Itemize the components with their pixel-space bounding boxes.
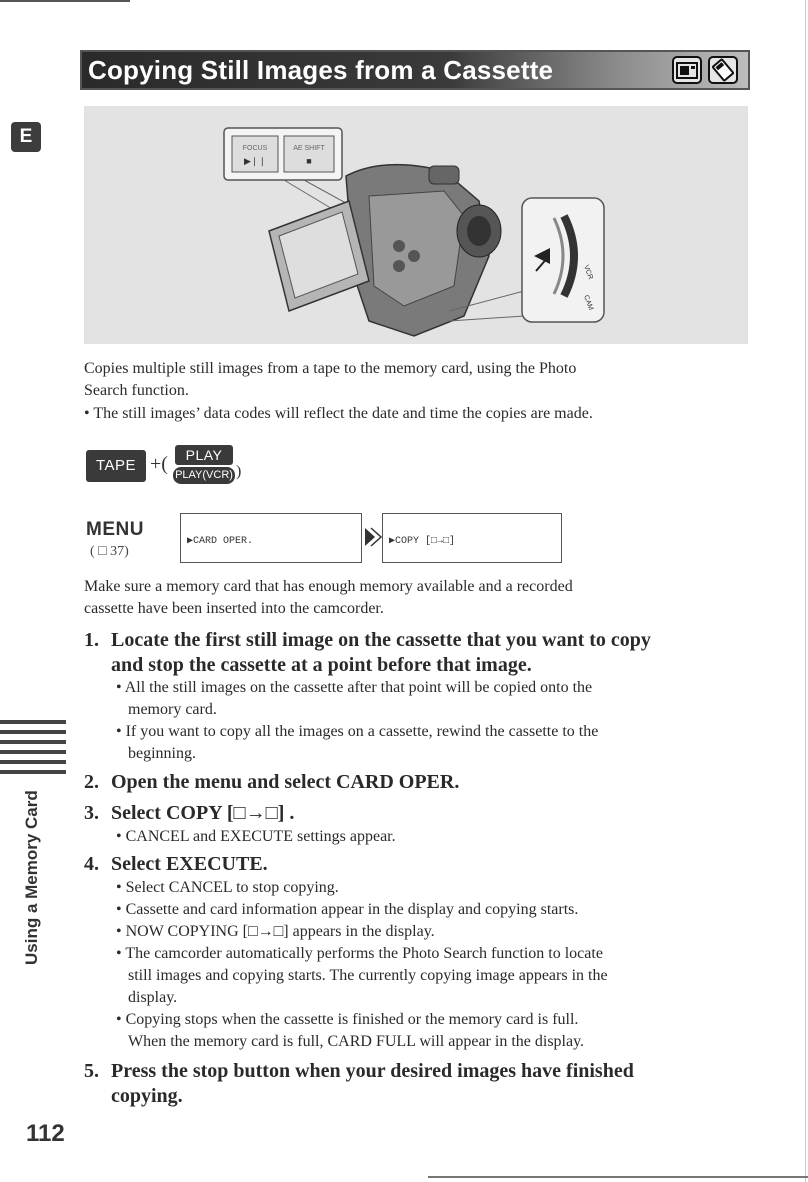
intro-line-1: Copies multiple still images from a tape to the memory card, using the Photo <box>84 360 577 377</box>
intro-line-2: Search function. <box>84 382 189 399</box>
step-4-bullet-2: • Cassette and card information appear in the display and copying starts. <box>116 901 579 918</box>
page-title: Copying Still Images from a Cassette <box>88 55 554 85</box>
step-3-bullet-1: • CANCEL and EXECUTE settings appear. <box>116 828 396 845</box>
step-4-bullet-4-cont-2: display. <box>128 989 178 1006</box>
step-4-bullet-3: • NOW COPYING [□→□] appears in the display. <box>116 923 435 940</box>
step-2-text: Open the menu and select CARD OPER. <box>111 771 460 793</box>
mode-close-paren: ) <box>236 463 242 480</box>
bottom-rule <box>428 1176 808 1178</box>
step-5-text-cont: copying. <box>111 1085 183 1107</box>
svg-text:CAM: CAM <box>582 294 595 312</box>
prereq-line-1: Make sure a memory card that has enough memory available and a recorded <box>84 578 573 595</box>
section-title-bar <box>80 50 750 90</box>
step-2-heading <box>84 770 459 795</box>
button-focus-label: FOCUS <box>242 145 268 152</box>
step-4-text: Select EXECUTE. <box>111 853 268 875</box>
intro-bullet: • The still images’ data codes will reflect the date and time the copies are made. <box>84 405 593 422</box>
camcorder-illustration <box>84 106 748 344</box>
menu-copy-box <box>382 513 562 563</box>
svg-text:VCR: VCR <box>582 264 594 281</box>
step-4-number: 4. <box>84 853 99 875</box>
step-1-bullet-2: • If you want to copy all the images on a cassette, rewind the cassette to the <box>116 723 599 740</box>
step-4-bullet-5-cont: When the memory card is full, CARD FULL will appear in the display. <box>128 1033 585 1050</box>
step-5-heading <box>84 1059 634 1084</box>
mode-plus-sign: +( <box>150 453 168 475</box>
menu-card-oper-text: ▶CARD OPER. <box>187 536 254 547</box>
step-1-bullet-1: • All the still images on the cassette after that point will be copied onto the <box>116 679 593 696</box>
step-2-number: 2. <box>84 771 99 793</box>
right-edge-rule <box>805 0 806 1182</box>
page-number: 112 <box>26 1120 65 1147</box>
play-vcr-badge: PLAY(VCR) <box>173 467 235 484</box>
step-5-number: 5. <box>84 1060 99 1082</box>
camera-icon <box>672 56 702 84</box>
memory-card-icon <box>708 56 738 84</box>
prereq-line-2: cassette have been inserted into the camcorder. <box>84 600 384 617</box>
step-1-text: Locate the first still image on the cassette that you want to copy <box>111 629 651 651</box>
step-4-bullet-4-cont-1: still images and copying starts. The currently copying image appears in the <box>128 967 608 984</box>
step-3-number: 3. <box>84 802 99 824</box>
menu-card-oper-box <box>180 513 362 563</box>
play-mode-badge: PLAY <box>175 445 233 465</box>
step-4-bullet-1: • Select CANCEL to stop copying. <box>116 879 339 896</box>
menu-label: MENU <box>86 519 144 540</box>
step-1-number: 1. <box>84 629 99 651</box>
menu-arrow-icon <box>362 526 382 548</box>
language-badge: E <box>11 122 41 152</box>
menu-copy-text: ▶COPY [□→□] <box>389 536 456 547</box>
step-3-heading <box>84 801 294 826</box>
menu-page-reference: ( □ 37) <box>90 544 129 559</box>
step-1-bullet-2-cont: beginning. <box>128 745 196 762</box>
section-side-label: Using a Memory Card <box>22 790 41 965</box>
button-ae-shift-label: AE SHIFT <box>293 145 325 152</box>
step-1-text-cont: and stop the cassette at a point before that image. <box>111 654 532 676</box>
step-5-text: Press the stop button when your desired images have finished <box>111 1060 634 1082</box>
top-rule <box>0 0 130 2</box>
button-stop-label: ■ <box>306 156 312 166</box>
step-3-text: Select COPY [□→□] . <box>111 802 295 824</box>
step-4-bullet-4: • The camcorder automatically performs the Photo Search function to locate <box>116 945 603 962</box>
camcorder-drawing <box>84 106 748 344</box>
step-4-heading <box>84 852 268 877</box>
button-play-pause-label: ▶❘❘ <box>243 156 267 166</box>
step-1-heading <box>84 628 651 653</box>
step-4-bullet-5: • Copying stops when the cassette is finished or the memory card is full. <box>116 1011 579 1028</box>
step-1-bullet-1-cont: memory card. <box>128 701 217 718</box>
tape-mode-badge: TAPE <box>86 450 146 482</box>
